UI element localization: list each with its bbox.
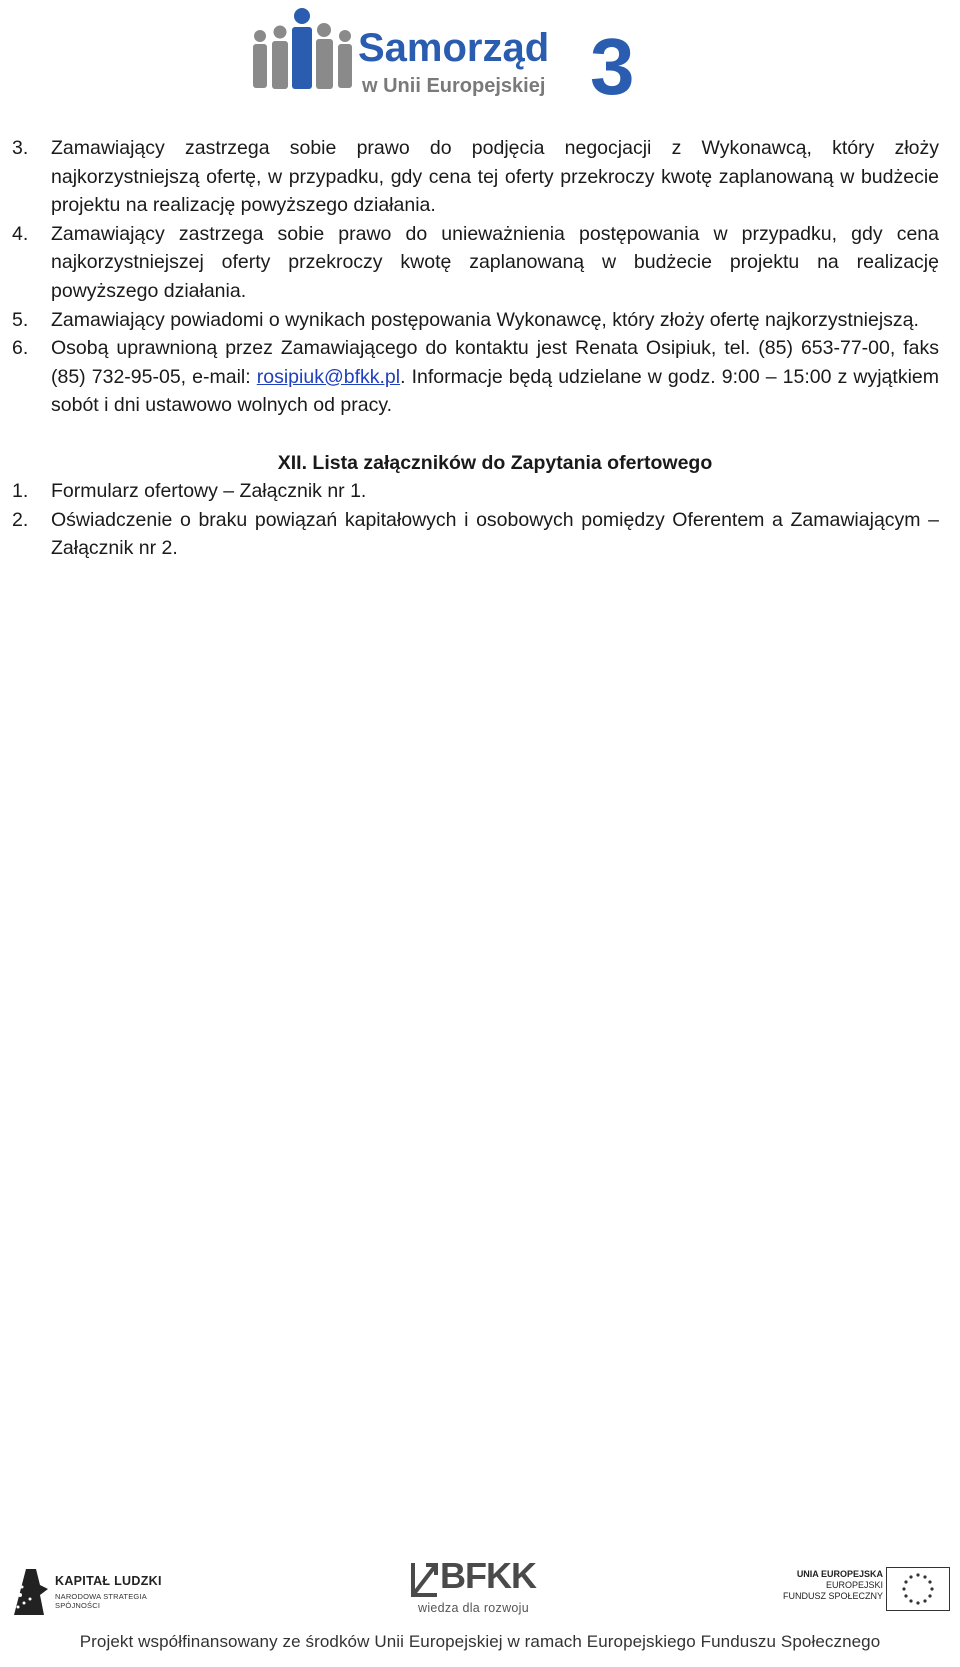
bfkk-tagline: wiedza dla rozwoju bbox=[418, 1601, 530, 1615]
samorzad-logo bbox=[250, 6, 670, 102]
email-link[interactable]: rosipiuk@bfkk.pl bbox=[256, 365, 401, 388]
bfkk-mark-icon bbox=[410, 1559, 440, 1599]
list-item-text: Zamawiający powiadomi o wynikach postępowania Wykonawcę, który złoży ofertę najkorzystniejszą. bbox=[51, 308, 919, 331]
samorzad-logo-graphic bbox=[250, 6, 670, 102]
spacer bbox=[0, 420, 960, 449]
eu-line-1: UNIA EUROPEJSKA bbox=[796, 1569, 883, 1579]
list-item-text: Zamawiający zastrzega sobie prawo do unieważnienia postępowania w przypadku, gdy cena najkorzystniejszej oferty przekroczy kwotę zaplanowaną w budżecie projektu na realizację powyższego działania. bbox=[51, 222, 939, 302]
contact-text-after: . Informacje będą udzielane w godz. 9:00 – 15:00 z wyjątkiem sobót i dni ustawowo wolnych od pracy. bbox=[51, 365, 939, 417]
eu-logo bbox=[780, 1567, 955, 1623]
list-item bbox=[0, 134, 960, 220]
list-item bbox=[0, 306, 960, 335]
contact-item bbox=[0, 334, 960, 420]
bfkk-name: BFKK bbox=[440, 1555, 536, 1596]
list-item-number: 1. bbox=[12, 480, 29, 503]
list-item-number: 2. bbox=[12, 508, 29, 531]
eu-text bbox=[743, 1569, 883, 1602]
kapital-ludzki-logo bbox=[10, 1565, 180, 1621]
contact-text-before: Osobą uprawnioną przez Zamawiającego do kontaktu jest Renata Osipiuk, tel. (85) 653-77-00, faks (85) 732-95-05, e-mail: bbox=[51, 337, 939, 388]
kapital-ludzki-icon bbox=[10, 1565, 50, 1617]
list-item-number: 4. bbox=[12, 222, 29, 245]
logo-subtitle: w Unii Europejskiej bbox=[362, 75, 546, 97]
contact-text bbox=[51, 334, 939, 420]
logo-number: 3 bbox=[590, 22, 635, 102]
eu-line-2: EUROPEJSKI bbox=[825, 1580, 883, 1590]
eu-line-3: FUNDUSZ SPOŁECZNY bbox=[782, 1591, 883, 1601]
list-item-text: Formularz ofertowy – Załącznik nr 1. bbox=[51, 480, 367, 503]
list-item-number: 6. bbox=[12, 337, 29, 360]
list-item bbox=[0, 506, 960, 563]
cofinancing-footer: Projekt współfinansowany ze środków Unii Europejskiej w ramach Europejskiego Funduszu Społecznego bbox=[79, 1632, 881, 1651]
people-icon bbox=[253, 8, 352, 89]
list-item-number: 3. bbox=[12, 137, 29, 159]
document-body bbox=[0, 134, 960, 563]
list-item-number: 5. bbox=[12, 308, 29, 331]
list-item-text: Oświadczenie o braku powiązań kapitałowych i osobowych pomiędzy Oferentem a Zamawiającym – Załącznik nr 2. bbox=[51, 508, 939, 560]
kapital-ludzki-subtitle: NARODOWA STRATEGIA SPÓJNOŚCI bbox=[55, 1592, 147, 1610]
logo-title: Samorząd bbox=[358, 26, 550, 70]
bfkk-logo bbox=[410, 1557, 550, 1623]
list-item-text: Zamawiający zastrzega sobie prawo do podjęcia negocjacji z Wykonawcą, który złoży najkorzystniejszą ofertę, w przypadku, gdy cena tej oferty przekroczy kwotę zaplanowaną w budżecie projektu na realizację powyższego działania. bbox=[51, 137, 939, 217]
list-item bbox=[0, 477, 960, 506]
kapital-ludzki-title: KAPITAŁ LUDZKI bbox=[55, 1574, 162, 1588]
eu-flag-icon bbox=[886, 1567, 950, 1611]
section-heading: XII. Lista załączników do Zapytania ofertowego bbox=[277, 451, 713, 474]
list-item bbox=[0, 220, 960, 306]
footer-logos bbox=[0, 1555, 960, 1625]
